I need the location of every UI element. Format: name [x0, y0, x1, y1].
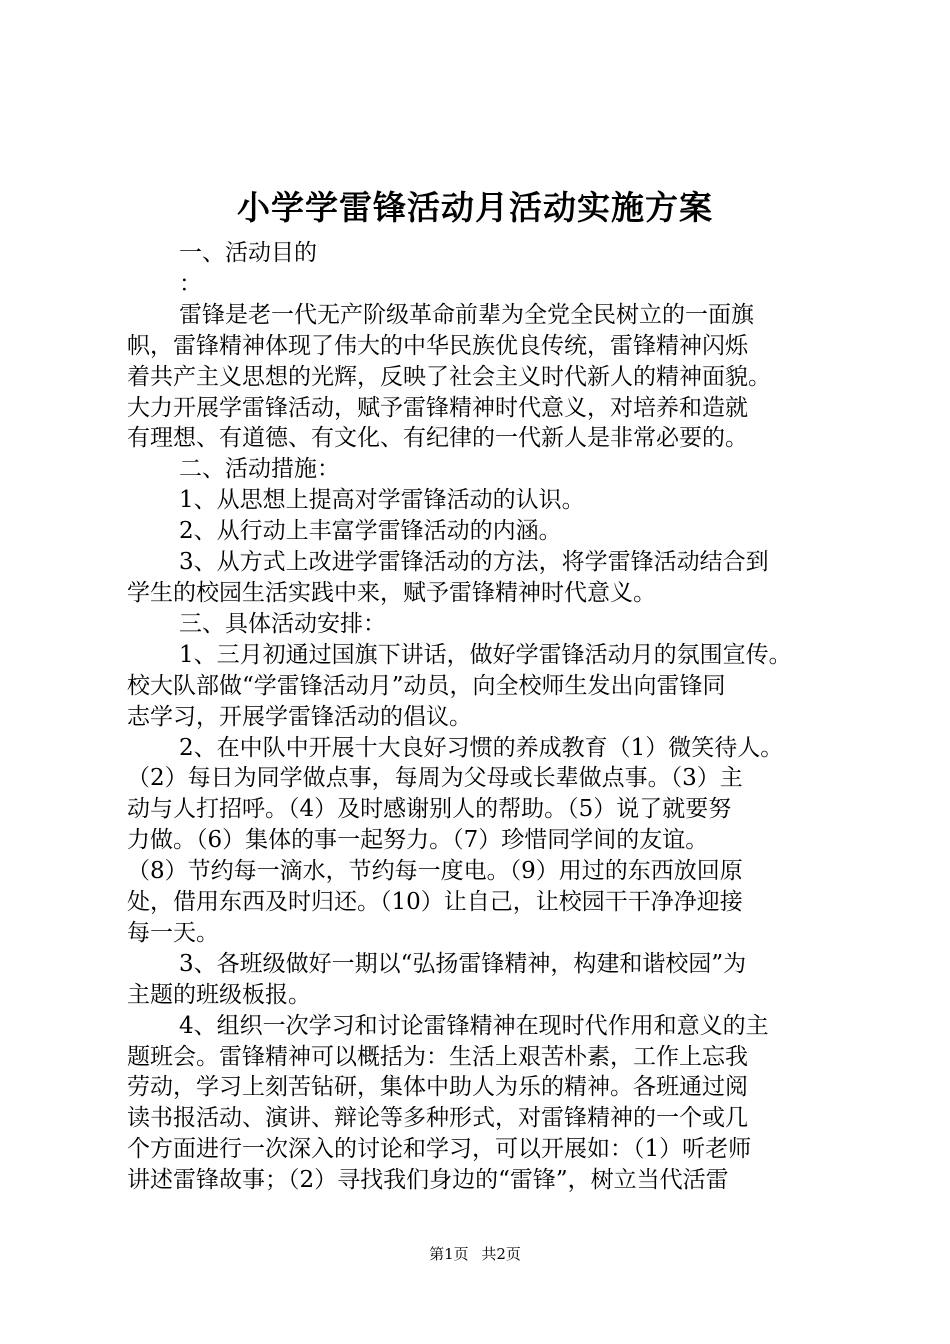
body-line: （8）节约每一滴水，节约每一度电。（9）用过的东西放回原 — [127, 858, 743, 885]
body-line: 学生的校园生活实践中来，赋予雷锋精神时代意义。 — [127, 579, 656, 606]
body-line: 2、从行动上丰富学雷锋活动的内涵。 — [179, 518, 562, 545]
body-line: 题班会。雷锋精神可以概括为：生活上艰苦朴素，工作上忘我 — [127, 1043, 748, 1070]
body-line: 处，借用东西及时归还。（10）让自己，让校园干干净净迎接 — [127, 889, 743, 916]
body-line: ： — [179, 270, 202, 297]
page-total: 共2页 — [481, 1245, 521, 1263]
document-body — [127, 238, 833, 1196]
page-number: 第1页 — [429, 1245, 469, 1263]
body-line: 帜，雷锋精神体现了伟大的中华民族优良传统，雷锋精神闪烁 — [127, 332, 748, 359]
body-line: 雷锋是老一代无产阶级革命前辈为全党全民树立的一面旗 — [179, 301, 754, 328]
body-line: 个方面进行一次深入的讨论和学习，可以开展如：（1）听老师 — [127, 1136, 752, 1163]
body-line: 3、从方式上改进学雷锋活动的方法，将学雷锋活动结合到 — [179, 549, 769, 576]
body-line: 读书报活动、演讲、辩论等多种形式，对雷锋精神的一个或几 — [127, 1105, 748, 1132]
body-line: 2、在中队中开展十大良好习惯的养成教育（1）微笑待人。 — [179, 734, 784, 761]
body-line: 1、三月初通过国旗下讲话，做好学雷锋活动月的氛围宣传。 — [179, 641, 792, 668]
body-line: 志学习，开展学雷锋活动的倡议。 — [127, 703, 472, 730]
body-line: 每一天。 — [127, 919, 219, 946]
body-line: 二、活动措施： — [179, 456, 340, 483]
body-line: 动与人打招呼。（4）及时感谢别人的帮助。（5）说了就要努 — [127, 796, 732, 823]
body-line: 3、各班级做好一期以“弘扬雷锋精神，构建和谐校园”为 — [179, 950, 747, 977]
body-line: 主题的班级板报。 — [127, 981, 311, 1008]
body-line: 4、组织一次学习和讨论雷锋精神在现时代作用和意义的主 — [179, 1012, 769, 1039]
body-line: 1、从思想上提高对学雷锋活动的认识。 — [179, 487, 585, 514]
body-line: 劳动，学习上刻苦钻研，集体中助人为乐的精神。各班通过阅 — [127, 1074, 748, 1101]
body-line: （2）每日为同学做点事，每周为父母或长辈做点事。（3）主 — [127, 765, 743, 792]
body-line: 着共产主义思想的光辉，反映了社会主义时代新人的精神面貌。 — [127, 363, 771, 390]
body-line: 讲述雷锋故事；（2）寻找我们身边的“雷锋”，树立当代活雷 — [127, 1167, 729, 1194]
page-footer — [0, 1244, 950, 1264]
body-line: 一、活动目的 — [179, 240, 317, 266]
body-line: 大力开展学雷锋活动，赋予雷锋精神时代意义，对培养和造就 — [127, 394, 748, 421]
document-title: 小学学雷锋活动月活动实施方案 — [237, 188, 713, 227]
body-line: 校大队部做“学雷锋活动月”动员，向全校师生发出向雷锋同 — [127, 672, 726, 699]
body-line: 有理想、有道德、有文化、有纪律的一代新人是非常必要的。 — [127, 425, 748, 452]
body-line: 三、具体活动安排： — [179, 610, 386, 637]
body-line: 力做。（6）集体的事一起努力。（7）珍惜同学间的友谊。 — [127, 827, 709, 854]
